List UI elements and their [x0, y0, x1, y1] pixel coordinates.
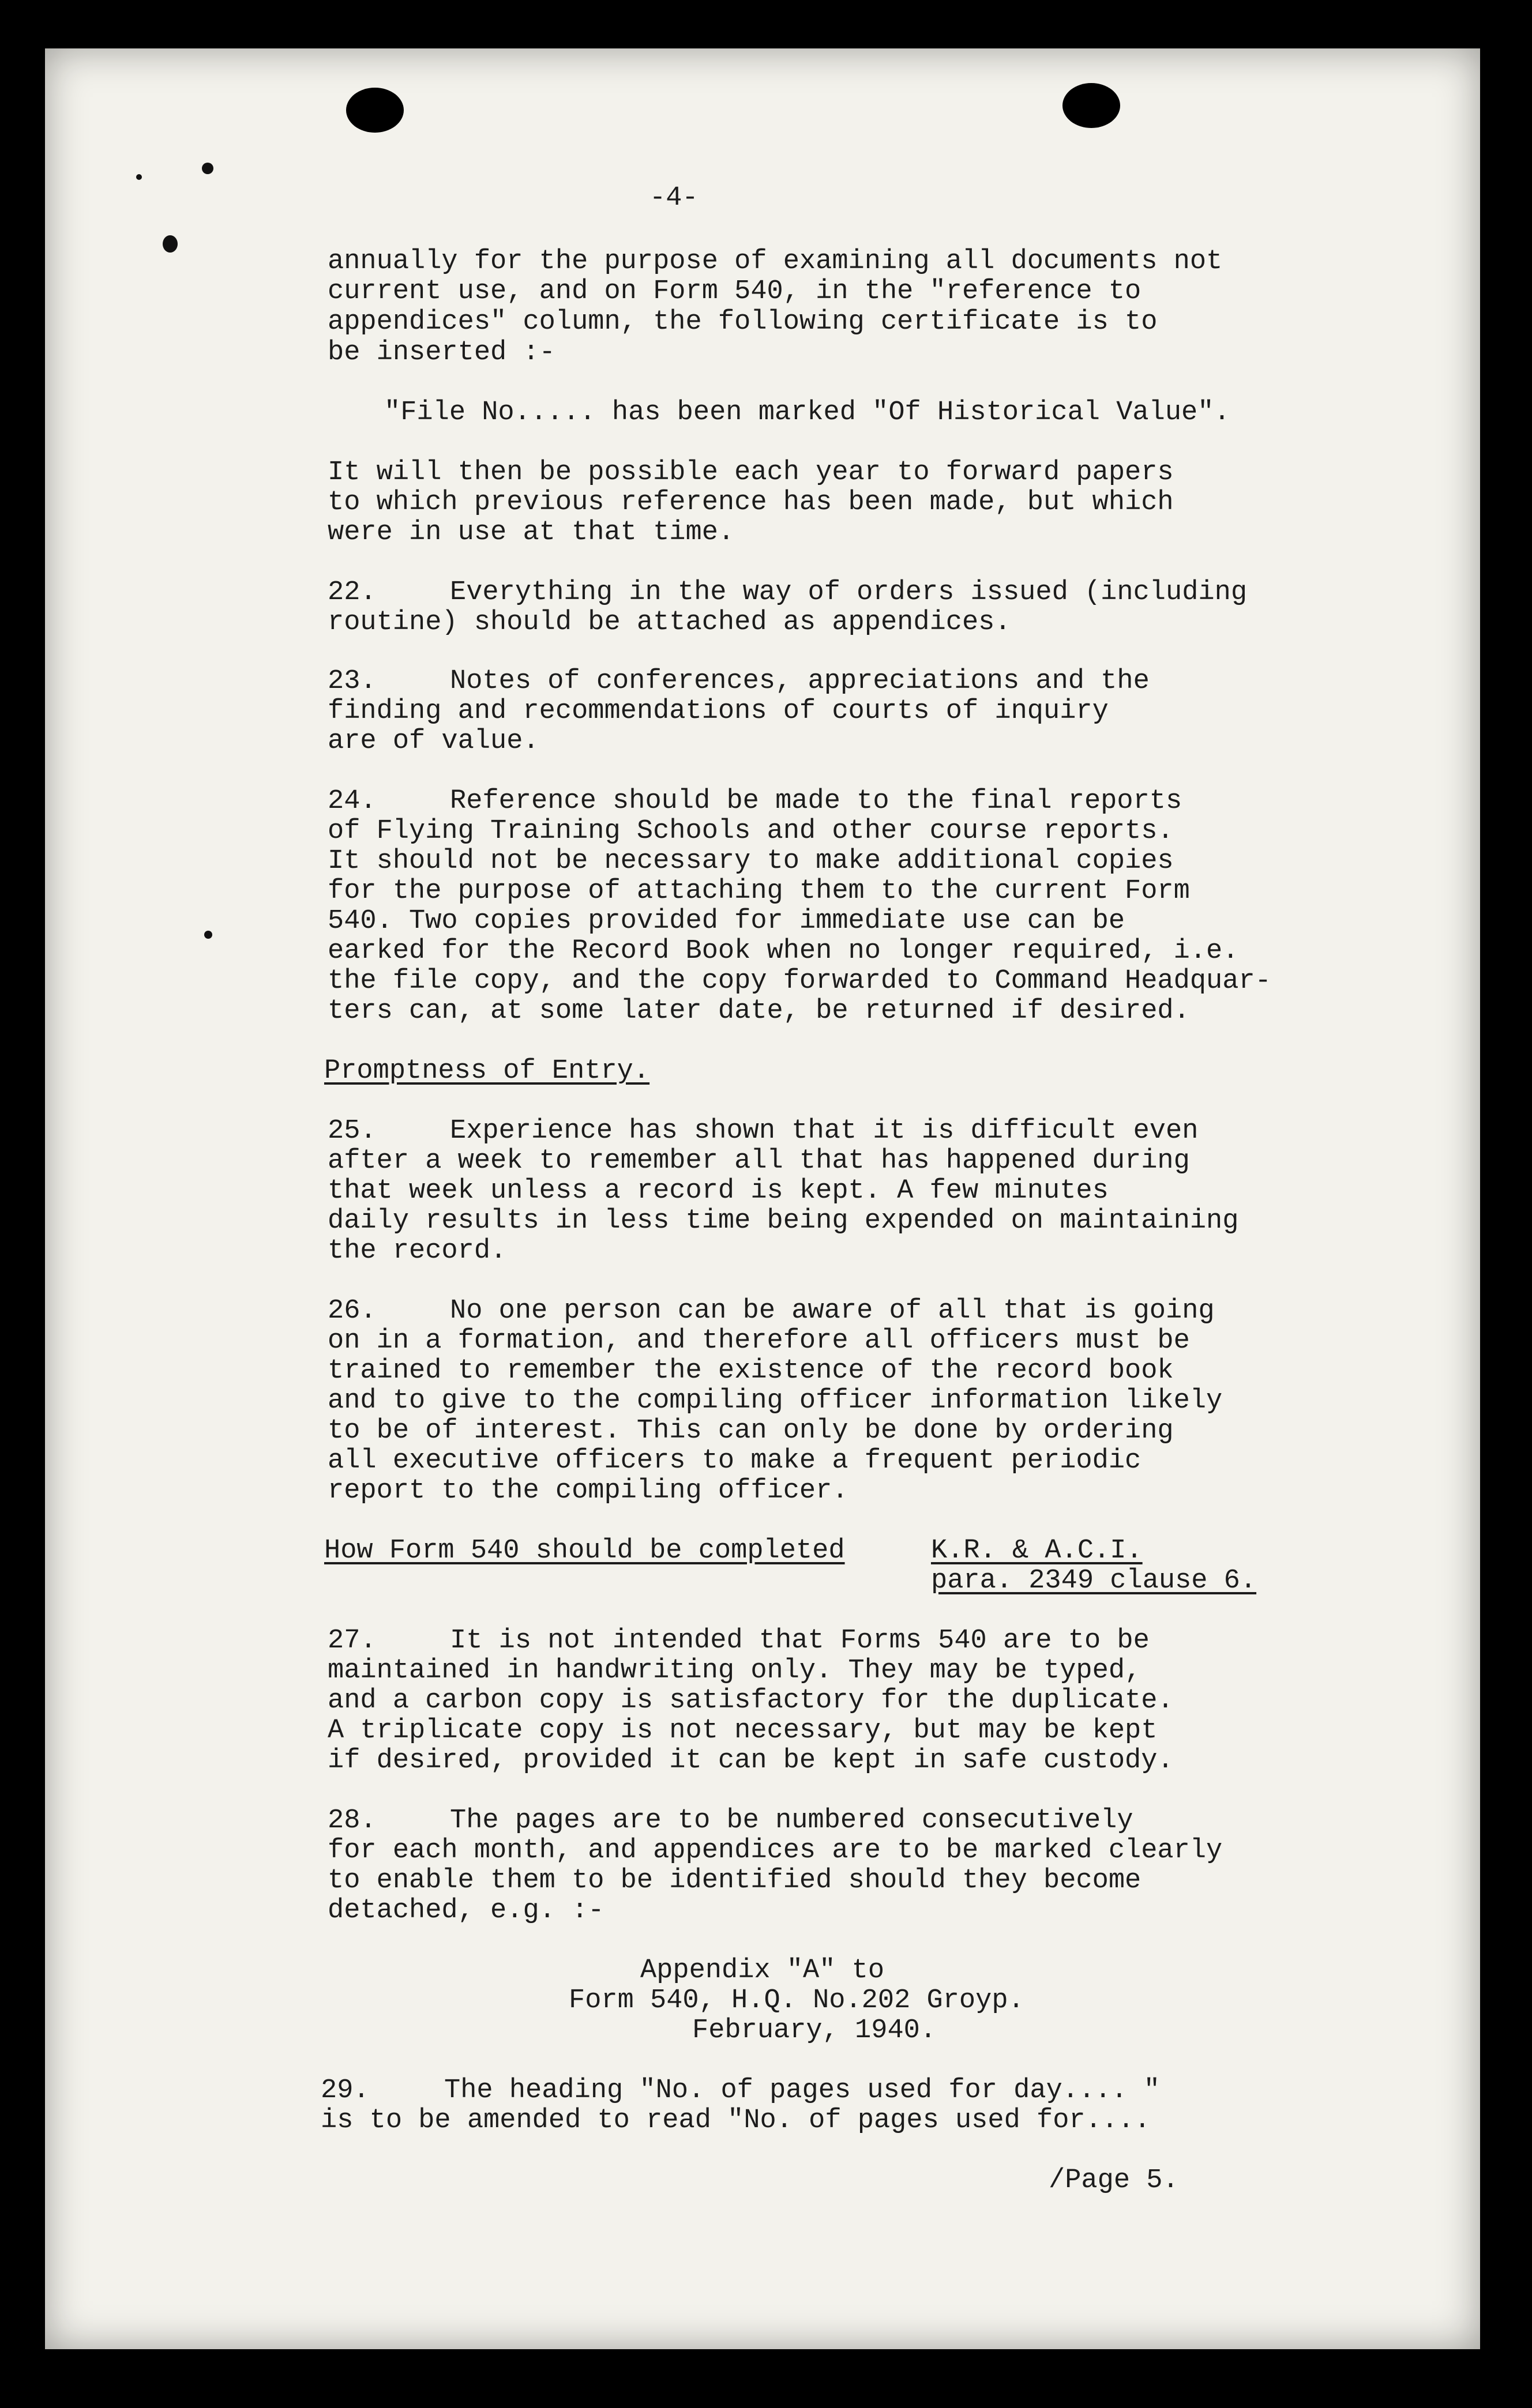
paragraph-line: ters can, at some later date, be returned if desired.	[328, 996, 1190, 1026]
paragraph-line: A triplicate copy is not necessary, but may be kept	[328, 1715, 1158, 1746]
ink-speck	[136, 174, 142, 180]
reference-kr: K.R. & A.C.I.	[931, 1536, 1143, 1566]
paragraph-line: report to the compiling officer.	[328, 1476, 848, 1506]
paragraph-line: It is not intended that Forms 540 are to be	[450, 1626, 1150, 1656]
paragraph-number: 22.	[328, 577, 377, 608]
paragraph-line: after a week to remember all that has happened during	[328, 1146, 1190, 1176]
paragraph-line: for the purpose of attaching them to the current Form	[328, 876, 1190, 906]
paragraph-line: is to be amended to read "No. of pages used for....	[321, 2105, 1151, 2136]
appendix-example-line: Form 540, H.Q. No.202 Groyp.	[569, 1985, 1024, 2016]
paragraph-line: Experience has shown that it is difficult even	[450, 1116, 1199, 1146]
paragraph-line: finding and recommendations of courts of inquiry	[328, 696, 1109, 727]
paragraph-line: are of value.	[328, 726, 539, 757]
paragraph-line: for each month, and appendices are to be marked clearly	[328, 1835, 1223, 1866]
paragraph-line: and to give to the compiling officer information likely	[328, 1386, 1223, 1416]
paragraph-line: daily results in less time being expended on maintaining	[328, 1206, 1239, 1236]
section-heading-promptness: Promptness of Entry.	[324, 1056, 650, 1086]
paragraph-line: and a carbon copy is satisfactory for the duplicate.	[328, 1685, 1174, 1716]
paragraph-line: The heading "No. of pages used for day.... "	[444, 2075, 1161, 2106]
intro-line: annually for the purpose of examining all documents not	[328, 246, 1223, 277]
followup-line: It will then be possible each year to forward papers	[328, 457, 1174, 488]
certificate-text: "File No..... has been marked "Of Historical Value".	[384, 397, 1230, 428]
page-number: -4-	[649, 183, 699, 213]
paragraph-line: maintained in handwriting only. They may be typed,	[328, 1656, 1142, 1686]
paragraph-line: to enable them to be identified should they become	[328, 1865, 1142, 1896]
ink-speck	[163, 235, 178, 253]
paragraph-line: trained to remember the existence of the record book	[328, 1356, 1174, 1386]
paragraph-line: of Flying Training Schools and other course reports.	[328, 816, 1174, 846]
paragraph-line: The pages are to be numbered consecutively	[450, 1805, 1133, 1836]
paragraph-line: if desired, provided it can be kept in safe custody.	[328, 1745, 1174, 1776]
paragraph-line: the record.	[328, 1236, 507, 1266]
paragraph-line: Notes of conferences, appreciations and the	[450, 666, 1150, 697]
intro-line: appendices" column, the following certificate is to	[328, 307, 1158, 337]
page-continuation: /Page 5.	[1049, 2165, 1179, 2196]
paragraph-line: on in a formation, and therefore all officers must be	[328, 1326, 1190, 1356]
section-heading-form540: How Form 540 should be completed	[324, 1536, 845, 1566]
ink-speck	[202, 163, 213, 174]
paragraph-line: Everything in the way of orders issued (including	[450, 577, 1248, 608]
paragraph-line: that week unless a record is kept. A few minutes	[328, 1176, 1109, 1206]
paragraph-line: all executive officers to make a frequent periodic	[328, 1446, 1142, 1476]
paragraph-number: 27.	[328, 1626, 377, 1656]
paragraph-number: 29.	[321, 2075, 370, 2106]
paragraph-line: 540. Two copies provided for immediate use can be	[328, 906, 1125, 936]
paragraph-line: the file copy, and the copy forwarded to Command Headquar-	[328, 966, 1271, 996]
reference-para: para. 2349 clause 6.	[931, 1566, 1257, 1596]
paragraph-line: Reference should be made to the final reports	[450, 786, 1182, 817]
intro-line: current use, and on Form 540, in the "reference to	[328, 276, 1142, 307]
punch-hole-left	[346, 88, 404, 133]
followup-line: to which previous reference has been made, but which	[328, 487, 1174, 518]
paragraph-line: It should not be necessary to make additional copies	[328, 846, 1174, 876]
paragraph-line: No one person can be aware of all that is going	[450, 1296, 1215, 1326]
followup-line: were in use at that time.	[328, 517, 735, 548]
paragraph-line: to be of interest. This can only be done by ordering	[328, 1416, 1174, 1446]
intro-line: be inserted :-	[328, 337, 555, 368]
paragraph-number: 28.	[328, 1805, 377, 1836]
paragraph-number: 24.	[328, 786, 377, 817]
paragraph-line: detached, e.g. :-	[328, 1895, 604, 1926]
appendix-example-line: Appendix "A" to	[640, 1955, 885, 1986]
paragraph-number: 23.	[328, 666, 377, 697]
paragraph-line: earked for the Record Book when no longer required, i.e.	[328, 936, 1239, 966]
punch-hole-right	[1062, 83, 1120, 128]
paragraph-line: routine) should be attached as appendices.	[328, 607, 1011, 638]
paragraph-number: 26.	[328, 1296, 377, 1326]
paragraph-number: 25.	[328, 1116, 377, 1146]
appendix-example-line: February, 1940.	[692, 2015, 937, 2046]
ink-speck	[204, 931, 212, 939]
